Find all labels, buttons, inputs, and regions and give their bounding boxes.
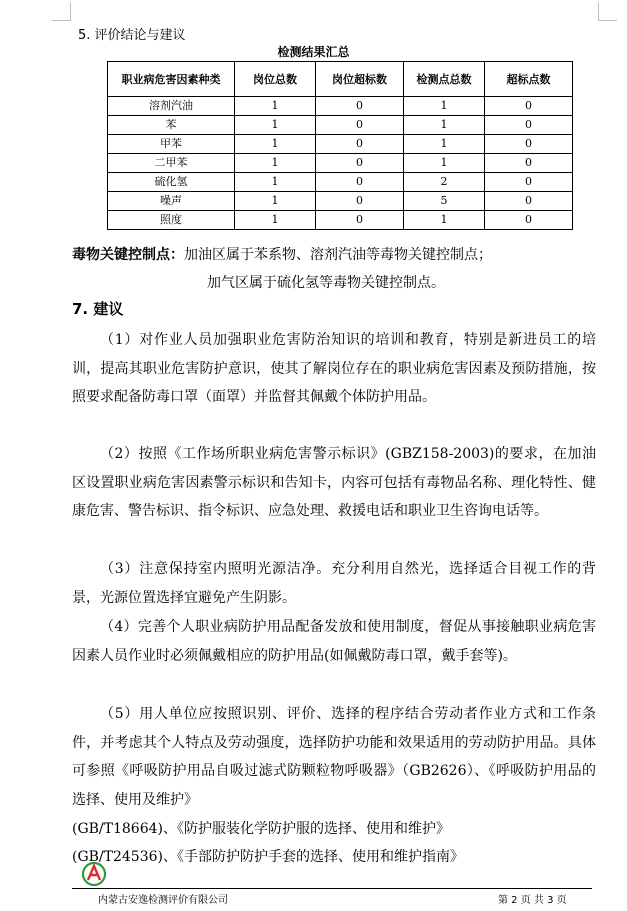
cell-point-exceed: 0	[485, 173, 573, 192]
cell-point-total: 5	[404, 192, 485, 211]
cell-post-exceed: 0	[316, 97, 404, 116]
key-control-line-1: 加油区属于苯系物、溶剂汽油等毒物关键控制点；	[184, 247, 492, 263]
cell-point-total: 1	[404, 211, 485, 230]
table-row	[108, 135, 573, 154]
page-corner-mark-right	[598, 2, 617, 21]
cell-post-total: 1	[235, 97, 316, 116]
cell-factor: 噪声	[108, 192, 235, 211]
cell-factor: 照度	[108, 211, 235, 230]
suggestion-paragraph-3: （3）注意保持室内照明光源洁净。充分利用自然光，选择适合目视工作的背景，光源位置选择宜避免产生阴影。	[72, 561, 596, 606]
cell-point-exceed: 0	[485, 116, 573, 135]
cell-point-exceed: 0	[485, 135, 573, 154]
footer-divider	[72, 888, 592, 889]
cell-factor: 苯	[108, 116, 235, 135]
key-control-line-2: 加气区属于硫化氢等毒物关键控制点。	[207, 275, 445, 291]
header-post-exceed: 岗位超标数	[316, 62, 404, 97]
cell-post-total: 1	[235, 116, 316, 135]
cell-point-exceed: 0	[485, 211, 573, 230]
footer-company: 内蒙古安逸检测评价有限公司	[98, 895, 228, 906]
key-control-label: 毒物关键控制点：	[72, 247, 184, 263]
cell-post-total: 1	[235, 135, 316, 154]
header-point-total: 检测点总数	[404, 62, 485, 97]
cell-point-total: 1	[404, 116, 485, 135]
page-corner-mark-left	[52, 2, 71, 21]
cell-factor: 硫化氢	[108, 173, 235, 192]
table-row	[108, 154, 573, 173]
cell-point-exceed: 0	[485, 192, 573, 211]
cell-post-exceed: 0	[316, 135, 404, 154]
cell-factor: 甲苯	[108, 135, 235, 154]
cell-post-total: 1	[235, 211, 316, 230]
cell-post-total: 1	[235, 192, 316, 211]
suggestion-paragraph-5: （5）用人单位应按照识别、评价、选择的程序结合劳动者作业方式和工作条件，并考虑其个人特点及劳动强度，选择防护功能和效果适用的劳动防护用品。具体可参照《呼吸防护用品自吸过滤式防颗粒物呼吸器》（GB2626）、《呼吸防护用品的选择、使用及维护》	[72, 706, 596, 808]
suggestion-paragraph-2: （2）按照《工作场所职业病危害警示标识》(GBZ158-2003)的要求，在加油区设置职业病危害因素警示标识和告知卡，内容可包括有毒物品名称、理化特性、健康危害、警告标识、指令标识、应急处理、救援电话和职业卫生咨询电话等。	[72, 446, 596, 519]
header-factor: 职业病危害因素种类	[108, 62, 235, 97]
cell-post-exceed: 0	[316, 192, 404, 211]
header-post-total: 岗位总数	[235, 62, 316, 97]
company-logo-icon	[80, 860, 108, 888]
suggestion-paragraph-4: （4）完善个人职业病防护用品配备发放和使用制度，督促从事接触职业病危害因素人员作业时必须佩戴相应的防护用品(如佩戴防毒口罩，戴手套等)。	[72, 619, 596, 664]
cell-point-total: 1	[404, 135, 485, 154]
cell-factor: 溶剂汽油	[108, 97, 235, 116]
section-5-heading: 5. 评价结论与建议	[78, 28, 186, 43]
cell-factor: 二甲苯	[108, 154, 235, 173]
table-row	[108, 97, 573, 116]
cell-point-exceed: 0	[485, 154, 573, 173]
cell-post-exceed: 0	[316, 211, 404, 230]
table-row	[108, 192, 573, 211]
table-title: 检测结果汇总	[277, 45, 350, 59]
table-row	[108, 116, 573, 135]
header-point-exceed: 超标点数	[485, 62, 573, 97]
cell-point-total: 1	[404, 97, 485, 116]
key-control-points	[72, 241, 492, 269]
table-header-row	[108, 62, 573, 97]
standard-reference-2: (GB/T24536)、《手部防护防护手套的选择、使用和维护指南》	[72, 849, 464, 865]
cell-post-exceed: 0	[316, 116, 404, 135]
results-table	[107, 61, 573, 230]
section-7-heading: 7. 建议	[72, 300, 124, 318]
cell-point-total: 2	[404, 173, 485, 192]
cell-point-exceed: 0	[485, 97, 573, 116]
table-row	[108, 173, 573, 192]
cell-post-total: 1	[235, 173, 316, 192]
cell-post-exceed: 0	[316, 173, 404, 192]
standard-reference-1: (GB/T18664)、《防护服装化学防护服的选择、使用和维护》	[72, 821, 450, 837]
suggestion-paragraph-1: （1）对作业人员加强职业危害防治知识的培训和教育，特别是新进员工的培训，提高其职业危害防护意识，使其了解岗位存在的职业病危害因素及预防措施，按照要求配备防毒口罩（面罩）并监督其佩戴个体防护用品。	[72, 332, 596, 405]
cell-point-total: 1	[404, 154, 485, 173]
table-row	[108, 211, 573, 230]
cell-post-total: 1	[235, 154, 316, 173]
cell-post-exceed: 0	[316, 154, 404, 173]
footer-page-number: 第 2 页 共 3 页	[498, 895, 567, 906]
